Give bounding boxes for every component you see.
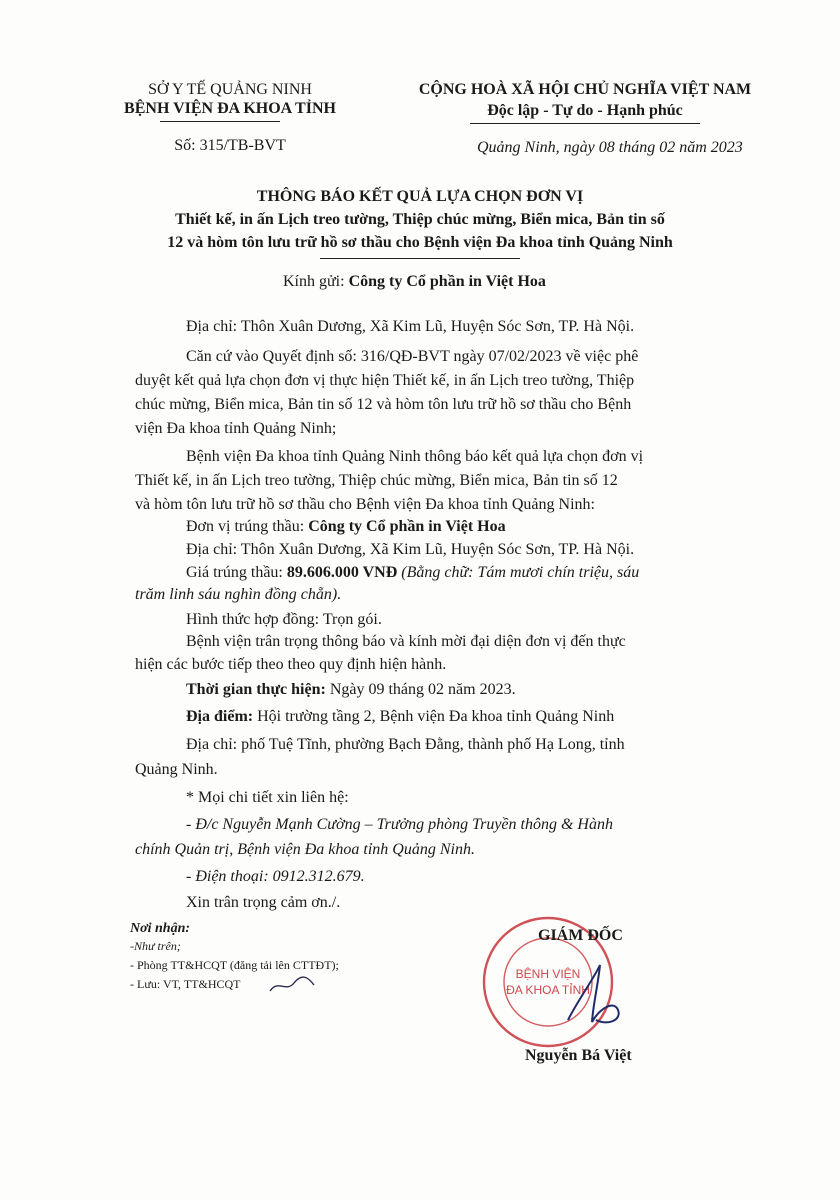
document-number: Số: 315/TB-BVT bbox=[174, 137, 286, 154]
contact-phone: - Điện thoại: 0912.312.679. bbox=[186, 868, 365, 885]
price-value: 89.606.000 VNĐ bbox=[286, 564, 398, 581]
basis-line-4: viện Đa khoa tỉnh Quảng Ninh; bbox=[135, 420, 337, 437]
recipient-label: Kính gửi: bbox=[283, 273, 349, 290]
price-label: Giá trúng thầu: bbox=[186, 564, 287, 581]
hospital-name: BỆNH VIỆN ĐA KHOA TỈNH bbox=[124, 100, 336, 117]
document-subtitle-1: Thiết kế, in ấn Lịch treo tường, Thiệp chúc mừng, Biển mica, Bản tin số bbox=[175, 211, 665, 228]
director-title: GIÁM ĐỐC bbox=[538, 927, 623, 944]
svg-text:ĐA KHOA TỈNH: ĐA KHOA TỈNH bbox=[506, 983, 590, 997]
contact-line-2: chính Quản trị, Bệnh viện Đa khoa tỉnh Quảng Ninh. bbox=[135, 841, 475, 858]
price-words-2: trăm linh sáu nghìn đồng chẵn). bbox=[135, 586, 342, 603]
recipients-item-1: -Như trên; bbox=[130, 939, 181, 953]
closing-thanks: Xin trân trọng cảm ơn./. bbox=[186, 894, 341, 911]
header-right-rule bbox=[470, 123, 700, 124]
price-words-1: (Bằng chữ: Tám mươi chín triệu, sáu bbox=[397, 564, 640, 581]
header-left-rule bbox=[160, 121, 280, 122]
venue-address-1: Địa chỉ: phố Tuệ Tĩnh, phường Bạch Đằng, thành phố Hạ Long, tỉnh bbox=[186, 736, 625, 753]
initial-scribble bbox=[268, 975, 318, 997]
venue-label: Địa điểm: bbox=[186, 708, 254, 725]
place-date: Quảng Ninh, ngày 08 tháng 02 năm 2023 bbox=[477, 139, 743, 156]
contact-heading: * Mọi chi tiết xin liên hệ: bbox=[186, 789, 349, 806]
title-rule bbox=[320, 258, 520, 259]
venue-value: Hội trường tầng 2, Bệnh viện Đa khoa tỉnh Quảng Ninh bbox=[253, 708, 615, 725]
document-title: THÔNG BÁO KẾT QUẢ LỰA CHỌN ĐƠN VỊ bbox=[256, 188, 584, 205]
invite-line-1: Bệnh viện trân trọng thông báo và kính mời đại diện đơn vị đến thực bbox=[186, 633, 626, 650]
price-line bbox=[186, 563, 639, 583]
director-name: Nguyễn Bá Việt bbox=[525, 1047, 632, 1064]
recipient-name: Công ty Cổ phần in Việt Hoa bbox=[348, 273, 546, 290]
recipient bbox=[283, 272, 546, 292]
time-label: Thời gian thực hiện: bbox=[186, 681, 326, 698]
basis-line-3: chúc mừng, Biển mica, Bản tin số 12 và hòm tôn lưu trữ hồ sơ thầu cho Bệnh bbox=[135, 396, 632, 413]
national-motto: Độc lập - Tự do - Hạnh phúc bbox=[487, 102, 683, 119]
recipients-item-3: - Lưu: VT, TT&HCQT bbox=[130, 977, 241, 991]
announce-line-1: Bệnh viện Đa khoa tỉnh Quảng Ninh thông báo kết quả lựa chọn đơn vị bbox=[186, 448, 644, 465]
venue-address-2: Quảng Ninh. bbox=[135, 761, 218, 778]
contact-line-1: - Đ/c Nguyễn Mạnh Cường – Trưởng phòng Truyền thông & Hành bbox=[186, 816, 613, 833]
basis-line-2: duyệt kết quả lựa chọn đơn vị thực hiện Thiết kế, in ấn Lịch treo tường, Thiệp bbox=[135, 372, 635, 389]
winner-name: Công ty Cổ phần in Việt Hoa bbox=[308, 518, 506, 535]
contract-type: Hình thức hợp đồng: Trọn gói. bbox=[186, 611, 382, 628]
document-subtitle-2: 12 và hòm tôn lưu trữ hồ sơ thầu cho Bệnh viện Đa khoa tỉnh Quảng Ninh bbox=[167, 234, 673, 251]
recipients-item-2: - Phòng TT&HCQT (đăng tải lên CTTĐT); bbox=[130, 958, 339, 972]
recipients-heading: Nơi nhận: bbox=[130, 921, 191, 936]
winner-address: Địa chỉ: Thôn Xuân Dương, Xã Kim Lũ, Huyện Sóc Sơn, TP. Hà Nội. bbox=[186, 541, 635, 558]
svg-text:BỆNH VIỆN: BỆNH VIỆN bbox=[515, 967, 581, 981]
announce-line-2: Thiết kế, in ấn Lịch treo tường, Thiệp chúc mừng, Biển mica, Bản tin số 12 bbox=[135, 472, 618, 489]
nation-title: CỘNG HOÀ XÃ HỘI CHỦ NGHĨA VIỆT NAM bbox=[418, 81, 752, 98]
invite-line-2: hiện các bước tiếp theo theo quy định hiện hành. bbox=[135, 656, 447, 673]
ministry-name: SỞ Y TẾ QUẢNG NINH bbox=[148, 81, 312, 98]
announce-line-3: và hòm tôn lưu trữ hồ sơ thầu cho Bệnh viện Đa khoa tỉnh Quảng Ninh: bbox=[135, 496, 595, 513]
handwritten-signature bbox=[548, 960, 638, 1030]
venue-line bbox=[186, 707, 614, 727]
basis-line-1: Căn cứ vào Quyết định số: 316/QĐ-BVT ngày 07/02/2023 về việc phê bbox=[186, 348, 639, 365]
winner-label: Đơn vị trúng thầu: bbox=[186, 518, 309, 535]
winner-line bbox=[186, 517, 506, 537]
recipient-address: Địa chỉ: Thôn Xuân Dương, Xã Kim Lũ, Huyện Sóc Sơn, TP. Hà Nội. bbox=[186, 318, 635, 335]
time-value: Ngày 09 tháng 02 năm 2023. bbox=[325, 681, 516, 698]
time-line bbox=[186, 680, 516, 700]
